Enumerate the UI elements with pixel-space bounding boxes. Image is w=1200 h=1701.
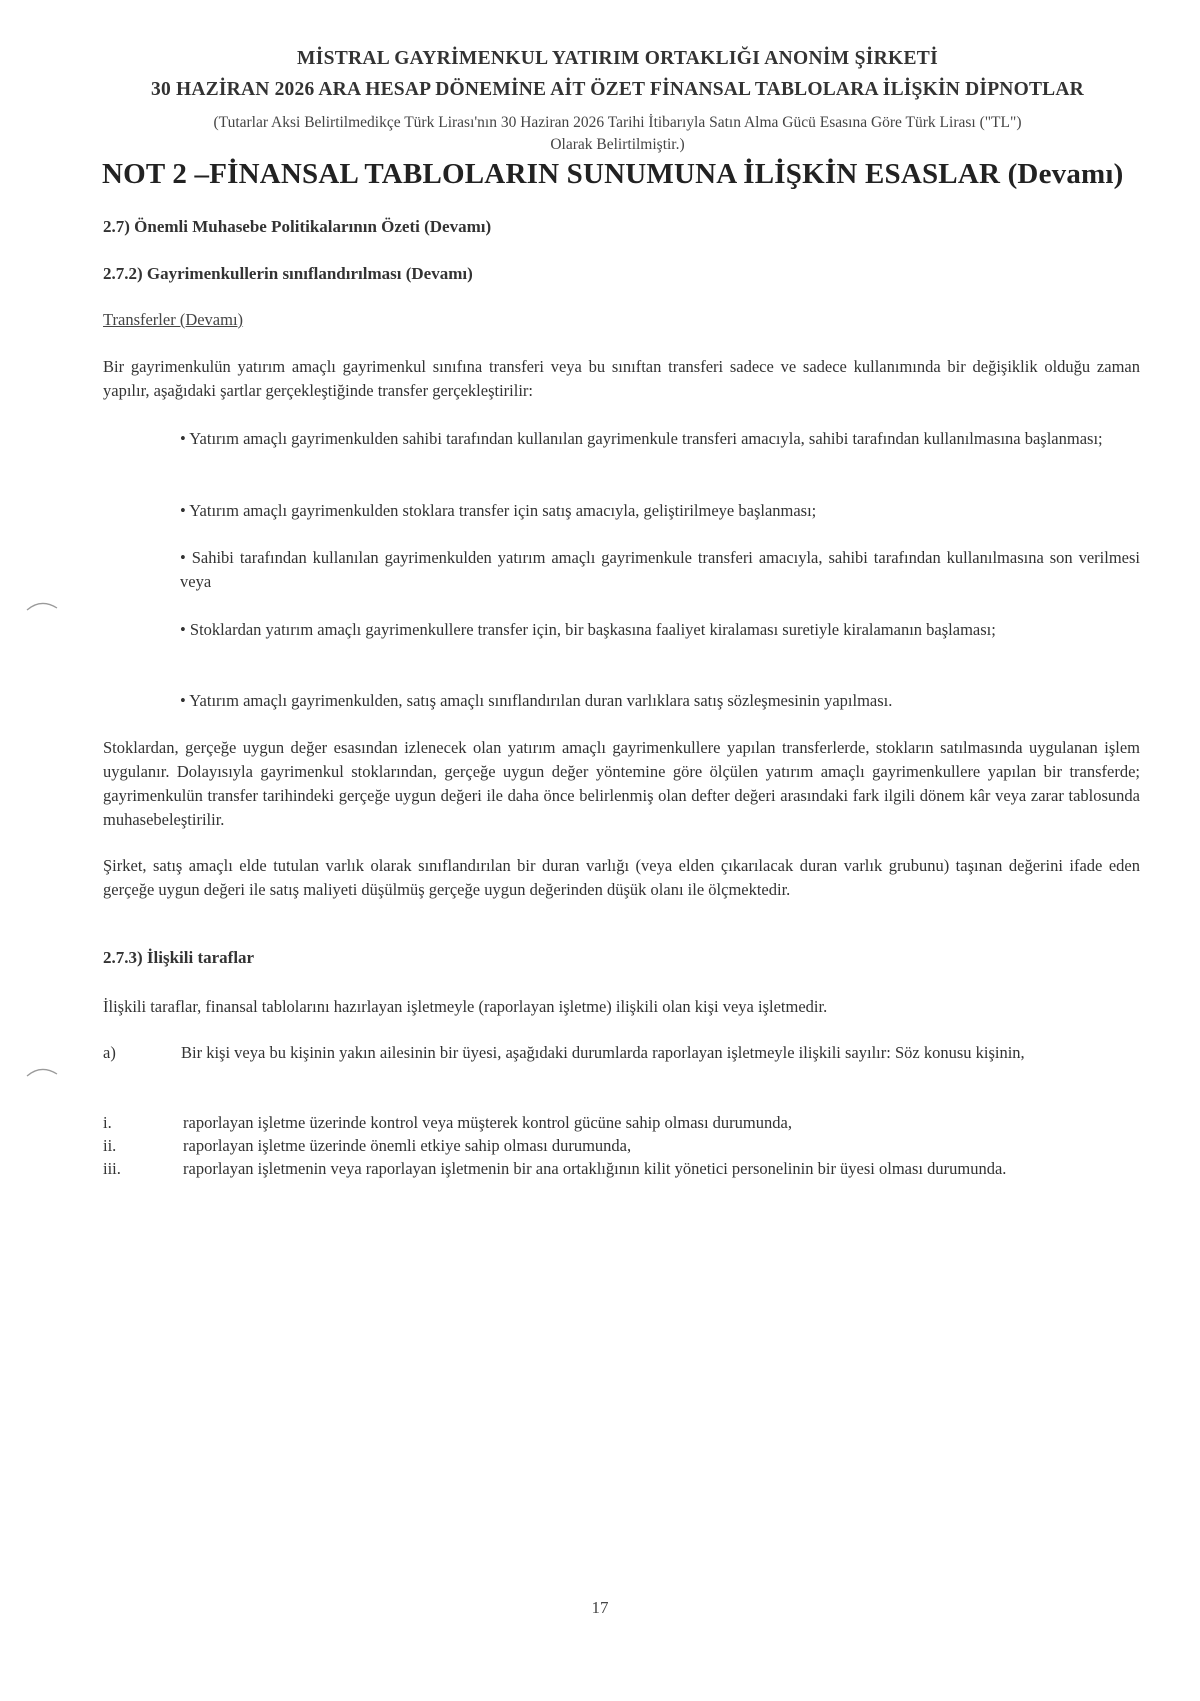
roman-list-label: iii. [103,1159,121,1178]
bullet-item: • Yatırım amaçlı gayrimenkulden stoklara transfer için satış amacıyla, geliştirilmeye başlanması; [180,501,817,520]
item-a-text: Bir kişi veya bu kişinin yakın ailesinin bir üyesi, aşağıdaki durumlarda raporlayan işletmeyle ilişkili sayılır: Söz konusu kişinin, [181,1043,1025,1062]
bullet-item: • Stoklardan yatırım amaçlı gayrimenkullere transfer için, bir başkasına faaliyet kiralaması suretiyle kiralamanın başlaması; [180,620,996,639]
roman-list-text: raporlayan işletme üzerinde kontrol veya müşterek kontrol gücüne sahip olması durumunda, [183,1113,792,1132]
roman-list-label: i. [103,1113,112,1132]
margin-mark-icon [25,1064,59,1078]
bullet-item: • Sahibi tarafından kullanılan gayrimenkulden yatırım amaçlı gayrimenkule transferi amacıyla, sahibi tarafından kullanılmasına son verilmesi veya [180,548,1140,591]
roman-list-label: ii. [103,1136,117,1155]
note-heading: NOT 2 –FİNANSAL TABLOLARIN SUNUMUNA İLİŞKİN ESASLAR (Devamı) [102,158,1124,190]
company-measurement-paragraph: Şirket, satış amaçlı elde tutulan varlık olarak sınıflandırılan bir duran varlığı (veya elden çıkarılacak duran varlık grubunu) taşınan değerini ifade eden gerçeğe uygun değeri ile satış maliyeti düşülmüş gerçeğe uygun değerinden düşük olanı ile ölçmektedir. [103,856,1140,899]
section-heading-2-7-3: 2.7.3) İlişkili taraflar [103,948,255,967]
section-heading-2-7: 2.7) Önemli Muhasebe Politikalarının Özeti (Devamı) [103,217,492,236]
section-heading-2-7-2: 2.7.2) Gayrimenkullerin sınıflandırılması (Devamı) [103,264,473,283]
item-a [103,1041,1140,1065]
bullet-item: • Yatırım amaçlı gayrimenkulden sahibi tarafından kullanılan gayrimenkule transferi amacıyla, sahibi tarafından kullanılmasına başlanması; [180,429,1103,448]
company-name: MİSTRAL GAYRİMENKUL YATIRIM ORTAKLIĞI ANONİM ŞİRKETİ [296,48,939,69]
bullet-item: • Yatırım amaçlı gayrimenkulden, satış amaçlı sınıflandırılan duran varlıklara satış sözleşmesinin yapılması. [180,691,893,710]
transfers-subtitle: Transferler (Devamı) [103,310,244,329]
roman-list-text: raporlayan işletmenin veya raporlayan işletmenin bir ana ortaklığının kilit yönetici personelinin bir üyesi olması durumunda. [183,1159,1007,1178]
roman-list-item [103,1157,1140,1181]
document-title: 30 HAZİRAN 2026 ARA HESAP DÖNEMİNE AİT ÖZET FİNANSAL TABLOLARA İLİŞKİN DİPNOTLAR [151,79,1084,100]
roman-list-item [103,1111,1140,1135]
related-parties-intro: İlişkili taraflar, finansal tablolarını hazırlayan işletmeyle (raporlayan işletme) ilişkili olan kişi veya işletmedir. [103,997,828,1016]
margin-mark-icon [25,598,59,612]
roman-list-text: raporlayan işletme üzerinde önemli etkiye sahip olması durumunda, [183,1136,632,1155]
currency-note-line-1: (Tutarlar Aksi Belirtilmedikçe Türk Lirası'nın 30 Haziran 2026 Tarihi İtibarıyla Satın Alma Gücü Esasına Göre Türk Lirası ("TL") [213,114,1022,131]
item-a-label: a) [103,1043,116,1062]
page-number: 17 [591,1598,609,1617]
currency-note-line-2: Olarak Belirtilmiştir.) [550,136,685,153]
roman-list-item [103,1134,1140,1158]
stocks-paragraph: Stoklardan, gerçeğe uygun değer esasından izlenecek olan yatırım amaçlı gayrimenkullere yapılan transferlerde, stokların satılmasında uygulanan işlem uygulanır. Dolayısıyla gayrimenkul stoklarından, gerçeğe uygun değer yöntemine göre ölçülen yatırım amaçlı gayrimenkullere yapılan bir transferde; gayrimenkulün transfer tarihindeki gerçeğe uygun değeri ile daha önce belirlenmiş olan defter değeri arasındaki fark ilgili dönem kâr veya zarar tablosunda muhasebeleştirilir. [103,738,1140,829]
transfers-intro-paragraph: Bir gayrimenkulün yatırım amaçlı gayrimenkul sınıfına transferi veya bu sınıftan transferi sadece ve sadece kullanımında bir değişiklik olduğu zaman yapılır, aşağıdaki şartlar gerçekleştiğinde transfer gerçekleştirilir: [103,357,1140,400]
